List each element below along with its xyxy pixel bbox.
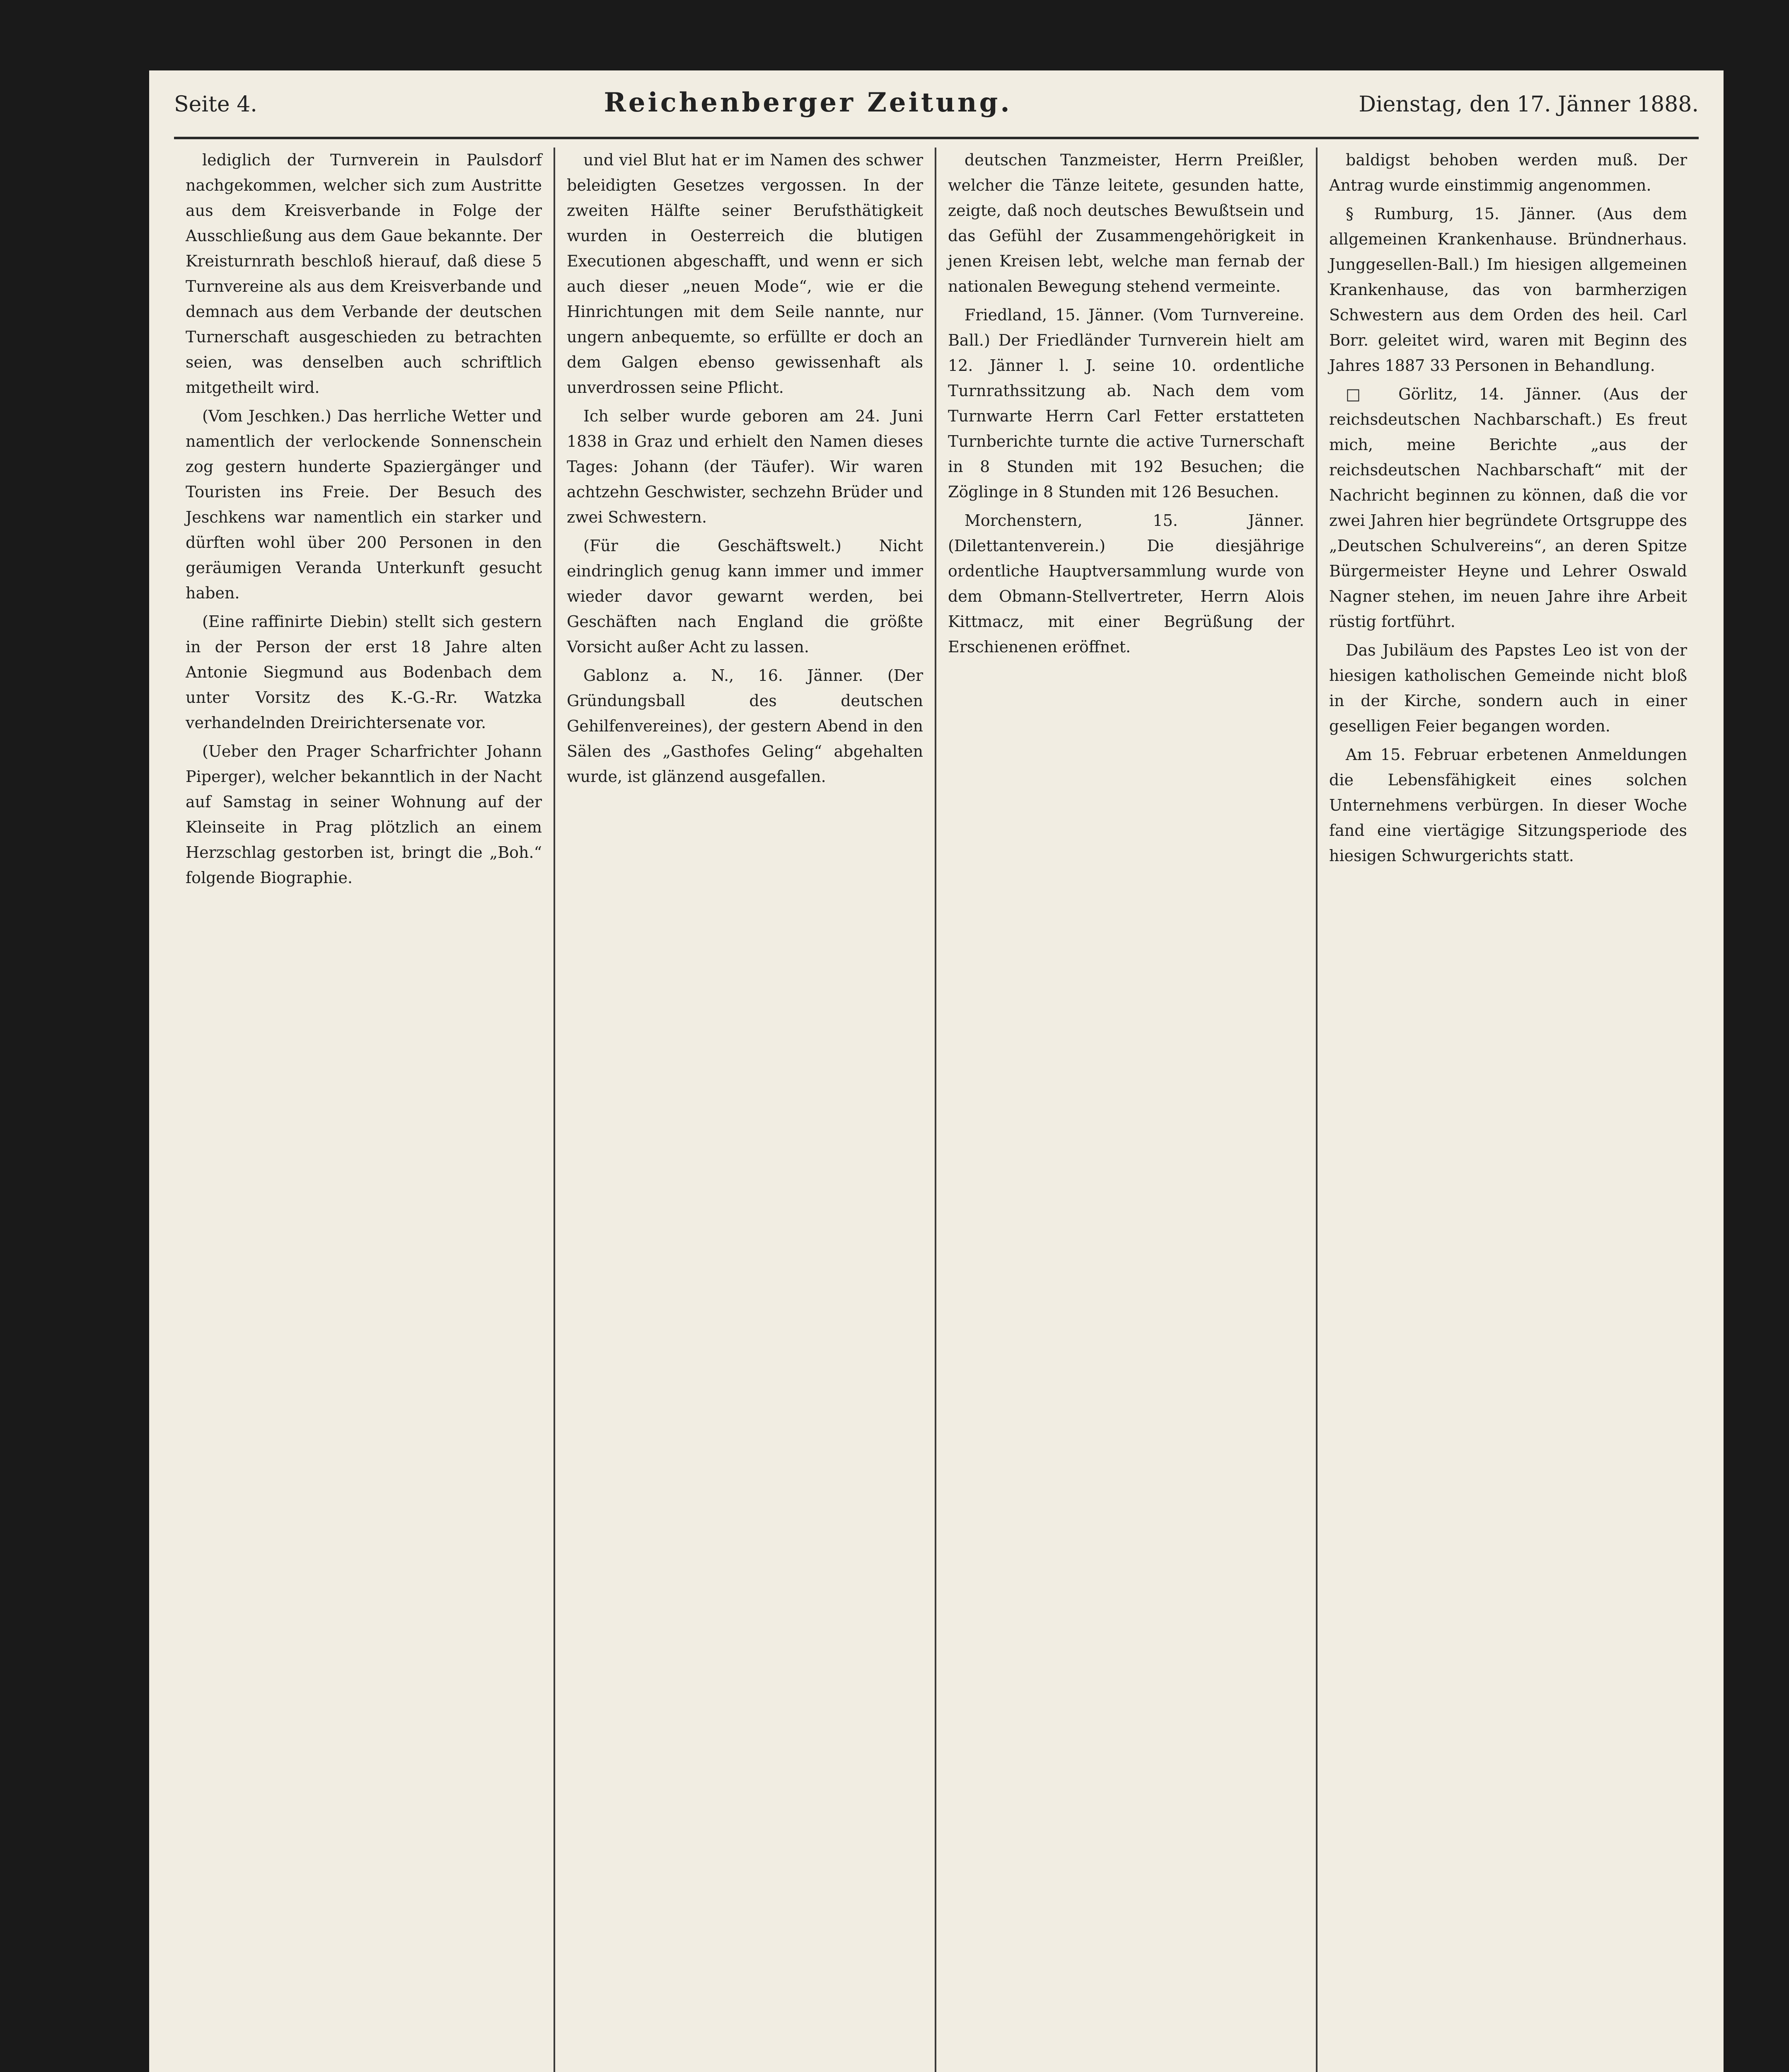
newspaper-page — [149, 70, 1724, 2072]
issue-date: Dienstag, den 17. Jänner 1888. — [1359, 92, 1699, 117]
article-paragraph: Das Jubiläum des Papstes Leo ist von der hiesigen katholischen Gemeinde nicht bloß in der Kirche, sondern auch in einer geselligen Feier begangen worden. — [1329, 641, 1687, 735]
text-columns — [174, 148, 1699, 2072]
article-paragraph: § Rumburg, 15. Jänner. (Aus dem allgemeinen Krankenhause. Bründnerhaus. Junggesellen-Ball.) Im hiesigen allgemeinen Krankenhause, das von barmherzigen Schwestern aus dem Orden des heil. Carl Borr. geleitet wird, waren mit Beginn des Jahres 1887 33 Personen in Behandlung. — [1329, 205, 1687, 375]
article-paragraph: (Eine raffinirte Diebin) stellt sich gestern in der Person der erst 18 Jahre alten Antonie Siegmund aus Bodenbach dem unter Vorsitz des K.-G.-Rr. Watzka verhandelnden Dreirichtersenate vor. — [186, 612, 542, 732]
column-4 — [1318, 148, 1699, 2072]
column-1 — [174, 148, 555, 2072]
column-2 — [555, 148, 936, 2072]
article-paragraph: □ Görlitz, 14. Jänner. (Aus der reichsdeutschen Nachbarschaft.) Es freut mich, meine Berichte „aus der reichsdeutschen Nachbarschaft“ mit der Nachricht beginnen zu können, daß die vor zwei Jahren hier begründete Ortsgruppe des „Deutschen Schulvereins“, an deren Spitze Bürgermeister Heyne und Lehrer Oswald Nagner stehen, im neuen Jahre ihre Arbeit rüstig fortführt. — [1329, 385, 1687, 631]
newspaper-title: Reichenberger Zeitung. — [604, 87, 1012, 118]
article-paragraph: (Ueber den Prager Scharfrichter Johann Piperger), welcher bekanntlich in der Nacht auf Samstag in seiner Wohnung auf der Kleinseite in Prag plötzlich an einem Herzschlag gestorben ist, bringt die „Boh.“ folgende Biographie. — [186, 742, 542, 887]
article-paragraph: (Für die Geschäftswelt.) Nicht eindringlich genug kann immer und immer wieder davor gewarnt werden, bei Geschäften nach England die größte Vorsicht außer Acht zu lassen. — [567, 537, 923, 656]
article-paragraph: (Vom Jeschken.) Das herrliche Wetter und namentlich der verlockende Sonnenschein zog gestern hunderte Spaziergänger und Touristen ins Freie. Der Besuch des Jeschkens war namentlich ein starker und dürften wohl über 200 Personen in den geräumigen Veranda Unterkunft gesucht haben. — [186, 407, 542, 602]
article-paragraph: Gablonz a. N., 16. Jänner. (Der Gründungsball des deutschen Gehilfenvereines), der gestern Abend in den Sälen des „Gasthofes Geling“ abgehalten wurde, ist glänzend ausgefallen. — [567, 666, 923, 786]
article-paragraph: deutschen Tanzmeister, Herrn Preißler, welcher die Tänze leitete, gesunden hatte, zeigte, daß noch deutsches Bewußtsein und das Gefühl der Zusammengehörigkeit in jenen Kreisen lebt, welche man fernab der nationalen Bewegung stehend vermeinte. — [948, 151, 1304, 295]
article-paragraph: und viel Blut hat er im Namen des schwer beleidigten Gesetzes vergossen. In der zweiten Hälfte seiner Berufsthätigkeit wurden in Oesterreich die blutigen Executionen abgeschafft, und wenn er sich auch dieser „neuen Mode“, wie er die Hinrichtungen mit dem Seile nannte, nur ungern anbequemte, so erfüllte er doch an dem Galgen ebenso gewissenhaft als unverdrossen seine Pflicht. — [567, 151, 923, 397]
article-paragraph: Ich selber wurde geboren am 24. Juni 1838 in Graz und erhielt den Namen dieses Tages: Johann (der Täufer). Wir waren achtzehn Geschwister, sechzehn Brüder und zwei Schwestern. — [567, 407, 923, 526]
article-paragraph: Morchenstern, 15. Jänner. (Dilettantenverein.) Die diesjährige ordentliche Hauptversammlung wurde von dem Obmann-Stellvertreter, Herrn Alois Kittmacz, mit einer Begrüßung der Erschienenen eröffnet. — [948, 511, 1304, 656]
page-number: Seite 4. — [174, 92, 257, 117]
article-paragraph: Am 15. Februar erbetenen Anmeldungen die Lebensfähigkeit eines solchen Unternehmens verbürgen. In dieser Woche fand eine viertägige Sitzungsperiode des hiesigen Schwurgerichts statt. — [1329, 746, 1687, 865]
article-paragraph: lediglich der Turnverein in Paulsdorf nachgekommen, welcher sich zum Austritte aus dem Kreisverbande in Folge der Ausschließung aus dem Gaue bekannte. Der Kreisturnrath beschloß hierauf, daß diese 5 Turnvereine als aus dem Kreisverbande und demnach aus dem Verbande der deutschen Turnerschaft ausgeschieden zu betrachten seien, was denselben auch schriftlich mitgetheilt wird. — [186, 151, 542, 397]
column-3 — [936, 148, 1318, 2072]
masthead — [174, 87, 1699, 139]
article-paragraph: baldigst behoben werden muß. Der Antrag wurde einstimmig angenommen. — [1329, 151, 1687, 194]
article-paragraph: Friedland, 15. Jänner. (Vom Turnvereine. Ball.) Der Friedländer Turnverein hielt am 12. Jänner l. J. seine 10. ordentliche Turnrathssitzung ab. Nach dem vom Turnwarte Herrn Carl Fetter erstatteten Turnberichte turnte die active Turnerschaft in 8 Stunden mit 192 Besuchen; die Zöglinge in 8 Stunden mit 126 Besuchen. — [948, 306, 1304, 501]
